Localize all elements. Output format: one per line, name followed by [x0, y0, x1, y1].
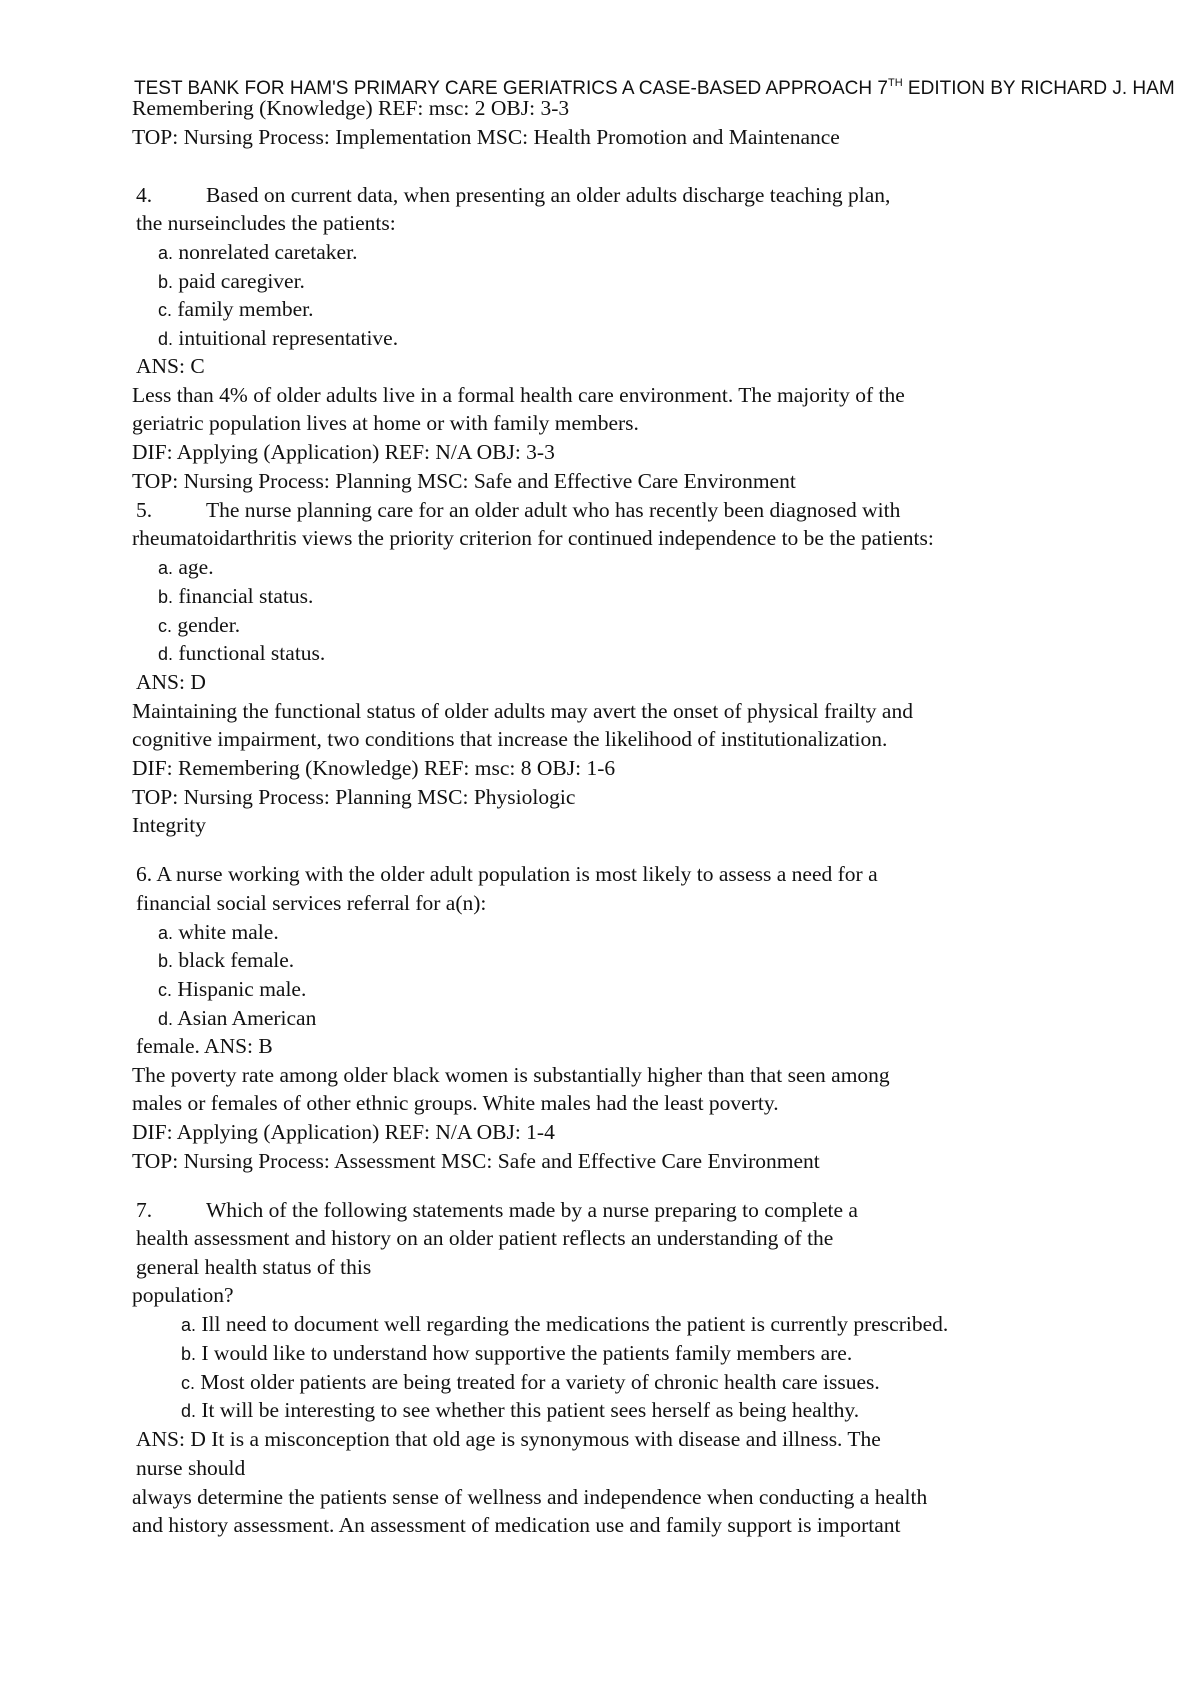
q3-difficulty-line: Remembering (Knowledge) REF: msc: 2 OBJ: 3-3	[132, 96, 570, 120]
q5-option-d: d. functional status.	[158, 641, 326, 665]
q7-rationale: always determine the patients sense of wellness and independence when conducting a health	[132, 1485, 928, 1509]
q7-answer-cont: nurse should	[136, 1456, 246, 1480]
q6-difficulty: DIF: Applying (Application) REF: N/A OBJ: 1-4	[132, 1120, 555, 1144]
q4-option-d: d. intuitional representative.	[158, 326, 399, 350]
document-header: TEST BANK FOR HAM'S PRIMARY CARE GERIATRICS A CASE-BASED APPROACH 7TH EDITION BY RICHARD J. HAM	[134, 77, 1175, 99]
q4-difficulty: DIF: Applying (Application) REF: N/A OBJ: 3-3	[132, 440, 555, 464]
q7-option-b: b. I would like to understand how supportive the patients family members are.	[181, 1341, 853, 1365]
q7-answer: ANS: D It is a misconception that old age is synonymous with disease and illness. The	[136, 1427, 881, 1451]
q6-stem-cont: financial social services referral for a(n):	[136, 891, 487, 915]
q7-option-a: a. Ill need to document well regarding the medications the patient is currently prescribed.	[181, 1312, 949, 1336]
q5-rationale-cont: cognitive impairment, two conditions that increase the likelihood of institutionalization.	[132, 727, 888, 751]
q5-topic-cont: Integrity	[132, 813, 207, 837]
q7-stem-cont-1: health assessment and history on an older patient reflects an understanding of the	[136, 1226, 834, 1250]
q4-option-b: b. paid caregiver.	[158, 269, 305, 293]
q3-topic-line: TOP: Nursing Process: Implementation MSC: Health Promotion and Maintenance	[132, 125, 840, 149]
q5-rationale: Maintaining the functional status of older adults may avert the onset of physical frailty and	[132, 699, 913, 723]
q7-stem-cont-2: general health status of this	[136, 1255, 372, 1279]
q4-stem: 4. Based on current data, when presenting an older adults discharge teaching plan,	[136, 183, 891, 207]
q6-option-b: b. black female.	[158, 948, 295, 972]
q7-option-c: c. Most older patients are being treated for a variety of chronic health care issues.	[181, 1370, 880, 1394]
q4-rationale-cont: geriatric population lives at home or with family members.	[132, 411, 639, 435]
q7-stem-cont-3: population?	[132, 1283, 234, 1307]
q6-topic: TOP: Nursing Process: Assessment MSC: Safe and Effective Care Environment	[132, 1149, 820, 1173]
q7-option-d: d. It will be interesting to see whether this patient sees herself as being healthy.	[181, 1398, 860, 1422]
q4-topic: TOP: Nursing Process: Planning MSC: Safe and Effective Care Environment	[132, 469, 796, 493]
q6-rationale-cont: males or females of other ethnic groups. White males had the least poverty.	[132, 1091, 779, 1115]
q5-topic: TOP: Nursing Process: Planning MSC: Physiologic	[132, 785, 576, 809]
q6-rationale: The poverty rate among older black women is substantially higher than that seen among	[132, 1063, 890, 1087]
q5-stem: 5. The nurse planning care for an older adult who has recently been diagnosed with	[136, 498, 901, 522]
q5-answer: ANS: D	[136, 670, 206, 694]
q6-option-d: d. Asian American	[158, 1006, 317, 1030]
q4-option-a: a. nonrelated caretaker.	[158, 240, 358, 264]
q5-option-a: a. age.	[158, 555, 214, 579]
q7-rationale-cont: and history assessment. An assessment of medication use and family support is important	[132, 1513, 901, 1537]
q6-option-a: a. white male.	[158, 920, 279, 944]
q6-answer: female. ANS: B	[136, 1034, 273, 1058]
q5-option-c: c. gender.	[158, 613, 241, 637]
q7-stem: 7. Which of the following statements made by a nurse preparing to complete a	[136, 1198, 858, 1222]
q4-rationale: Less than 4% of older adults live in a formal health care environment. The majority of the	[132, 383, 905, 407]
q4-stem-cont: the nurseincludes the patients:	[136, 211, 396, 235]
q4-answer: ANS: C	[136, 354, 205, 378]
q6-option-c: c. Hispanic male.	[158, 977, 307, 1001]
q4-option-c: c. family member.	[158, 297, 314, 321]
q5-difficulty: DIF: Remembering (Knowledge) REF: msc: 8 OBJ: 1-6	[132, 756, 616, 780]
q5-stem-cont: rheumatoidarthritis views the priority criterion for continued independence to be the patients:	[132, 526, 934, 550]
q5-option-b: b. financial status.	[158, 584, 314, 608]
q6-stem: 6. A nurse working with the older adult population is most likely to assess a need for a	[136, 862, 878, 886]
